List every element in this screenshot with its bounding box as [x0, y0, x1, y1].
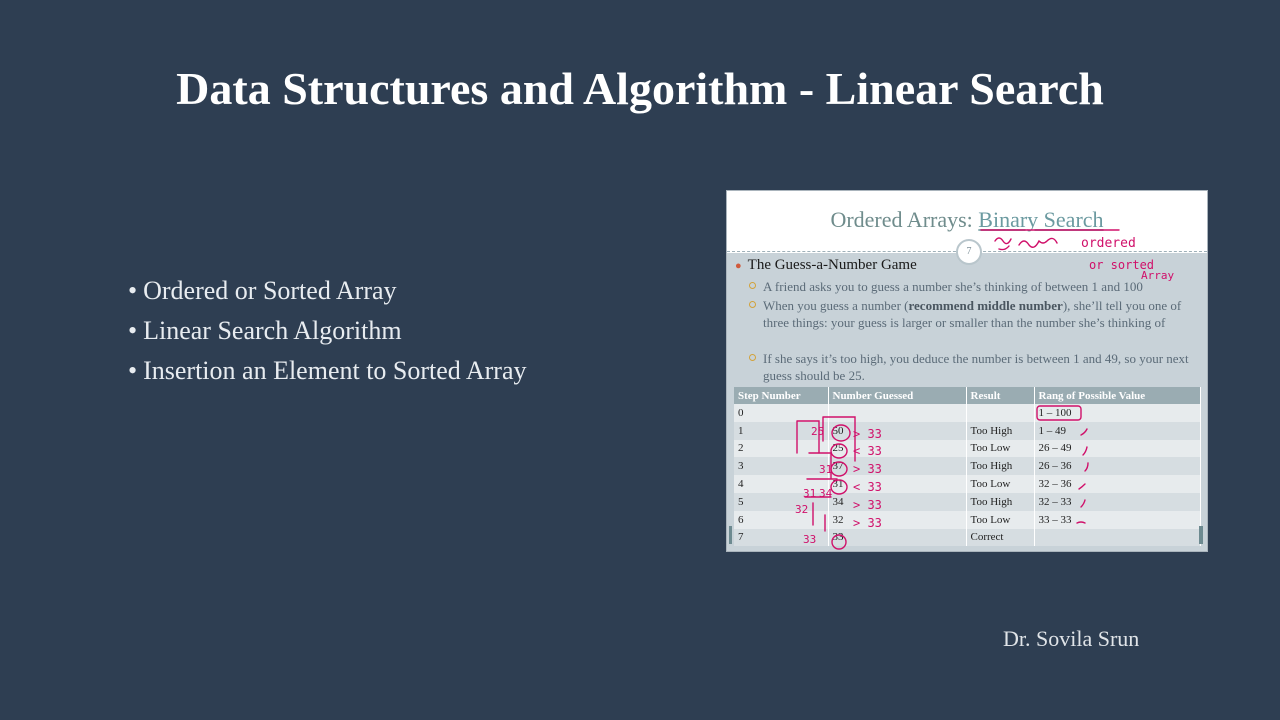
annotation-text: 34 — [819, 487, 833, 500]
table-cell: 1 – 100 — [1034, 404, 1200, 422]
table-cell: 5 — [734, 493, 828, 511]
table-cell — [828, 404, 966, 422]
column-header: Step Number — [734, 387, 828, 404]
table-cell: 3 — [734, 457, 828, 475]
annotation-text: 33 — [803, 533, 817, 546]
bullet-item: • Insertion an Element to Sorted Array — [128, 354, 527, 394]
circle-bullet-icon — [749, 301, 756, 308]
table-cell: 37 — [828, 457, 966, 475]
table-cell: Too Low — [966, 511, 1034, 529]
table-row — [734, 404, 1200, 422]
table-row — [734, 511, 1200, 529]
annotation-text: > 33 — [853, 462, 882, 476]
annotation-text: or sorted — [1089, 258, 1155, 272]
table-row — [734, 440, 1200, 458]
table-cell: 6 — [734, 511, 828, 529]
embedded-slide-title: Ordered Arrays: Binary Search — [830, 207, 1104, 232]
bullet-item: • Ordered or Sorted Array — [128, 274, 527, 314]
table-row — [734, 422, 1200, 440]
table-cell: Too High — [966, 422, 1034, 440]
scrollbar-right — [1199, 526, 1203, 544]
annotation-text: ordered — [1081, 236, 1136, 251]
table-cell: 31 — [828, 475, 966, 493]
table-cell: 7 — [734, 529, 828, 547]
slide-point: A friend asks you to guess a number she’s thinking of between 1 and 100 — [751, 279, 1199, 296]
table-cell: Correct — [966, 529, 1034, 547]
annotation-text: < 33 — [853, 480, 882, 494]
table-cell: 32 – 33 — [1034, 493, 1200, 511]
annotation-text: 25 — [811, 425, 825, 438]
slide-point: If she says it’s too high, you deduce the number is between 1 and 49, so your next guess should be 25. — [751, 351, 1199, 384]
annotation-text: 32 — [795, 503, 809, 516]
circle-bullet-icon — [749, 282, 756, 289]
table-header-row — [734, 387, 1200, 404]
slide-title: Data Structures and Algorithm - Linear Search — [176, 63, 1104, 114]
table-row — [734, 457, 1200, 475]
slide-heading: ● The Guess-a-Number Game — [735, 257, 917, 273]
table-cell: 33 — [828, 529, 966, 547]
table-cell: 1 – 49 — [1034, 422, 1200, 440]
table-cell: 26 – 49 — [1034, 440, 1200, 458]
embedded-slide-image — [726, 190, 1208, 552]
table-cell: Too Low — [966, 440, 1034, 458]
table-cell: 0 — [734, 404, 828, 422]
table-cell: 26 – 36 — [1034, 457, 1200, 475]
annotation-text: 31 — [819, 463, 833, 476]
annotation-text: Array — [1141, 269, 1175, 282]
table-cell: 25 — [828, 440, 966, 458]
column-header: Rang of Possible Value — [1034, 387, 1200, 404]
bullet-dot-icon: ● — [735, 260, 742, 272]
slide-point: When you guess a number (recommend middle number), she’ll tell you one of three things: your guess is larger or smaller than the number she’s thinking of — [751, 298, 1199, 331]
annotation-text: > 33 — [853, 427, 882, 441]
annotation-text: < 33 — [853, 444, 882, 458]
table-row — [734, 475, 1200, 493]
column-header: Result — [966, 387, 1034, 404]
annotation-text: > 33 — [853, 498, 882, 512]
scrollbar-left — [729, 526, 732, 544]
column-header: Number Guessed — [828, 387, 966, 404]
table-cell: 34 — [828, 493, 966, 511]
table-cell: 4 — [734, 475, 828, 493]
bullet-item: • Linear Search Algorithm — [128, 314, 527, 354]
table-cell: 2 — [734, 440, 828, 458]
table-cell: 1 — [734, 422, 828, 440]
bullet-list — [128, 274, 527, 394]
guess-table — [734, 387, 1201, 546]
page-number-badge: 7 — [956, 239, 982, 265]
annotation-text: 31 — [803, 487, 817, 500]
author-name: Dr. Sovila Srun — [1003, 626, 1140, 651]
circle-bullet-icon — [749, 354, 756, 361]
table-cell: 50 — [828, 422, 966, 440]
table-row — [734, 529, 1200, 547]
table-cell — [1034, 529, 1200, 547]
table-cell: 32 — [828, 511, 966, 529]
table-cell: 33 – 33 — [1034, 511, 1200, 529]
annotation-text: > 33 — [853, 516, 882, 530]
table-cell: Too Low — [966, 475, 1034, 493]
table-cell: 32 – 36 — [1034, 475, 1200, 493]
table-cell: Too High — [966, 493, 1034, 511]
table-row — [734, 493, 1200, 511]
table-cell — [966, 404, 1034, 422]
table-cell: Too High — [966, 457, 1034, 475]
